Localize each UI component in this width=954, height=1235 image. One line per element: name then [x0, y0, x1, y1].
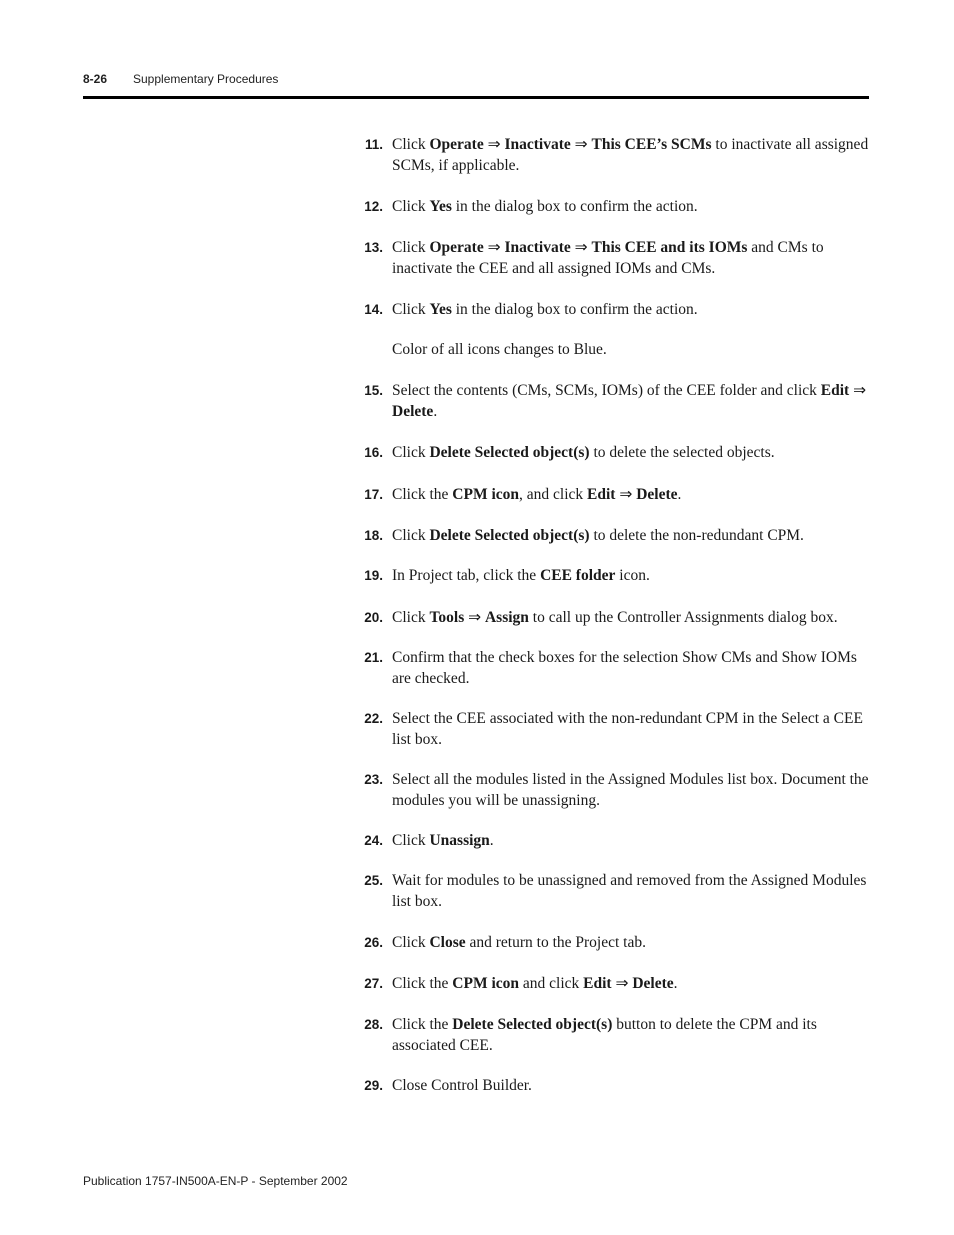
step-28: 28. Click the Delete Selected object(s) button to delete the CPM and its associated CEE. [355, 1014, 875, 1056]
step-13: 13. Click Operate ⇒ Inactivate ⇒ This CEE and its IOMs and CMs to inactivate the CEE and all assigned IOMs and CMs. [355, 237, 875, 279]
step-29: 29. Close Control Builder. [355, 1075, 875, 1096]
step-22: 22. Select the CEE associated with the non-redundant CPM in the Select a CEE list box. [355, 708, 875, 750]
step-text: Click Yes in the dialog box to confirm the action. [392, 198, 698, 215]
step-15: 15. Select the contents (CMs, SCMs, IOMs) of the CEE folder and click Edit ⇒ Delete. [355, 380, 875, 422]
header-rule [83, 96, 869, 99]
step-text: Wait for modules to be unassigned and removed from the Assigned Modules list box. [392, 872, 867, 910]
step-text: In Project tab, click the CEE folder icon. [392, 567, 650, 584]
step-20: 20. Click Tools ⇒ Assign to call up the Controller Assignments dialog box. [355, 607, 875, 628]
step-text: Click Delete Selected object(s) to delete the non-redundant CPM. [392, 527, 804, 544]
step-11: 11. Click Operate ⇒ Inactivate ⇒ This CEE’s SCMs to inactivate all assigned SCMs, if applicable. [355, 134, 875, 175]
step-14-note: Color of all icons changes to Blue. [392, 341, 607, 358]
step-text: Click Close and return to the Project tab. [392, 934, 646, 951]
procedure-steps [355, 134, 875, 1096]
step-25: 25. Wait for modules to be unassigned and removed from the Assigned Modules list box. [355, 870, 875, 912]
page-footer: Publication 1757-IN500A-EN-P - September 2002 [83, 1174, 348, 1188]
step-text: Click Operate ⇒ Inactivate ⇒ This CEE and its IOMs and CMs to inactivate the CEE and all assigned IOMs and CMs. [392, 239, 824, 277]
step-text: Select the CEE associated with the non-redundant CPM in the Select a CEE list box. [392, 710, 863, 748]
step-23: 23. Select all the modules listed in the Assigned Modules list box. Document the modules you will be unassigning. [355, 769, 875, 811]
step-14: 14. Click Yes in the dialog box to confirm the action. [355, 299, 875, 320]
step-text: Click Yes in the dialog box to confirm the action. [392, 301, 698, 318]
step-12: 12. Click Yes in the dialog box to confirm the action. [355, 196, 875, 217]
step-text: Click the Delete Selected object(s) button to delete the CPM and its associated CEE. [392, 1016, 817, 1054]
step-21: 21. Confirm that the check boxes for the selection Show CMs and Show IOMs are checked. [355, 647, 875, 689]
step-text: Select the contents (CMs, SCMs, IOMs) of the CEE folder and click Edit ⇒ Delete. [392, 382, 867, 420]
page-number: 8-26 [83, 72, 108, 86]
step-text: Click Delete Selected object(s) to delete the selected objects. [392, 444, 775, 461]
step-text: Click the CPM icon, and click Edit ⇒ Delete. [392, 486, 682, 503]
step-text: Confirm that the check boxes for the selection Show CMs and Show IOMs are checked. [392, 649, 857, 687]
step-19: 19. In Project tab, click the CEE folder icon. [355, 565, 875, 586]
step-17: 17. Click the CPM icon, and click Edit ⇒ Delete. [355, 484, 875, 505]
step-27: 27. Click the CPM icon and click Edit ⇒ Delete. [355, 973, 875, 994]
section-title: Supplementary Procedures [133, 72, 279, 86]
step-26: 26. Click Close and return to the Project tab. [355, 932, 875, 953]
step-text: Select all the modules listed in the Assigned Modules list box. Document the modules you will be unassigning. [392, 771, 869, 809]
step-18: 18. Click Delete Selected object(s) to delete the non-redundant CPM. [355, 525, 875, 546]
step-text: Click the CPM icon and click Edit ⇒ Delete. [392, 975, 678, 992]
step-text: Close Control Builder. [392, 1077, 532, 1094]
step-text: Click Tools ⇒ Assign to call up the Controller Assignments dialog box. [392, 609, 838, 626]
step-text: Click Operate ⇒ Inactivate ⇒ This CEE’s SCMs to inactivate all assigned SCMs, if applicable. [392, 136, 869, 174]
step-16: 16. Click Delete Selected object(s) to delete the selected objects. [355, 442, 875, 463]
step-text: Click Unassign. [392, 832, 494, 849]
page-header [83, 72, 869, 86]
step-24: 24. Click Unassign. [355, 830, 875, 851]
